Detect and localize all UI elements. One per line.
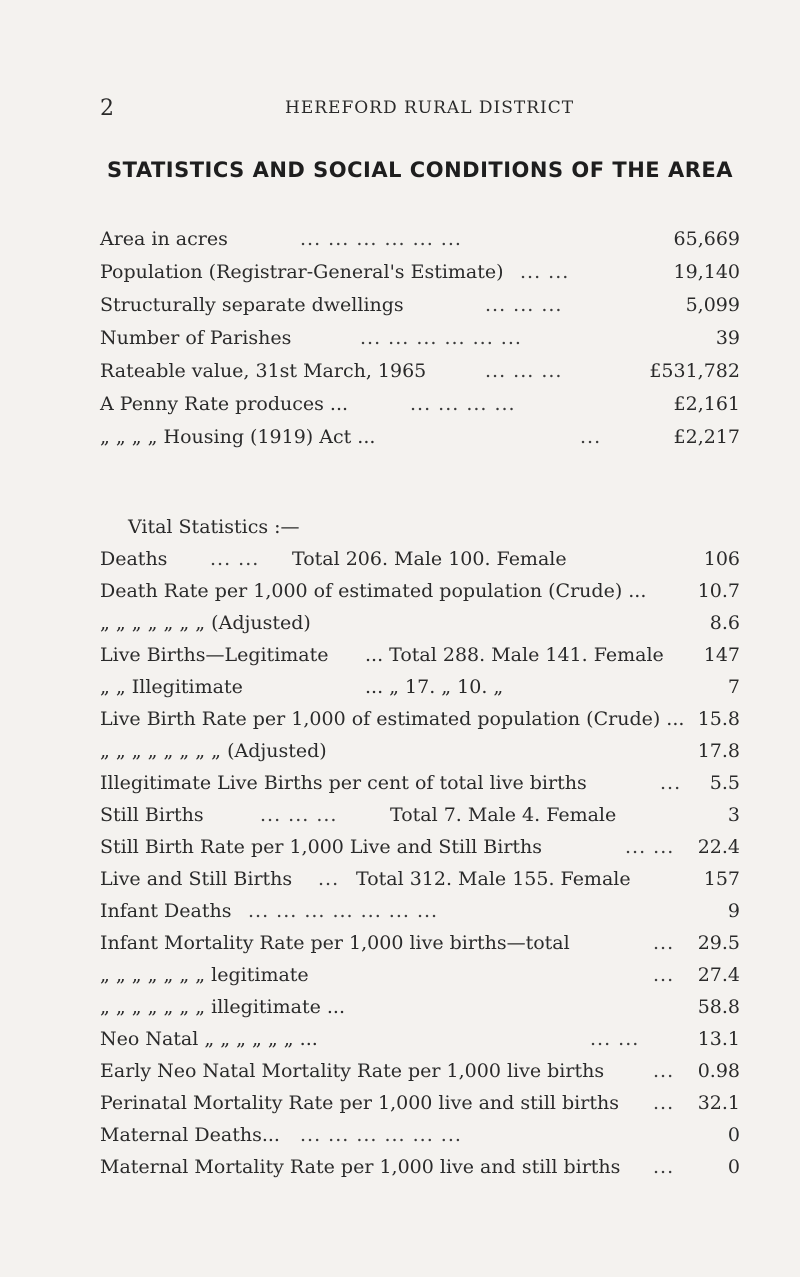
leader-dots: ... ... — [210, 548, 260, 570]
row-label: A Penny Rate produces ... — [100, 393, 349, 415]
page-header — [0, 96, 800, 126]
page-title: STATISTICS AND SOCIAL CONDITIONS OF THE AREA — [107, 158, 733, 182]
vital-row — [100, 1054, 740, 1088]
row-value: £2,217 — [673, 426, 740, 448]
leader-dots: ... — [653, 964, 675, 986]
area-row — [100, 387, 740, 421]
row-label: Neo Natal „ „ „ „ „ „ ... — [100, 1028, 318, 1050]
vital-row — [100, 958, 740, 992]
leader-dots: ... — [653, 1060, 675, 1082]
area-row — [100, 321, 740, 355]
vital-row — [100, 606, 740, 640]
row-label: Still Births — [100, 804, 204, 826]
row-value: 5,099 — [685, 294, 740, 316]
vital-row — [100, 894, 740, 928]
row-value: 157 — [703, 868, 740, 890]
page-number: 2 — [100, 96, 114, 121]
row-value: 29.5 — [697, 932, 740, 954]
row-label: Rateable value, 31st March, 1965 — [100, 360, 427, 382]
row-label: Still Birth Rate per 1,000 Live and Still Births — [100, 836, 543, 858]
row-label: Deaths — [100, 548, 168, 570]
vital-heading: Vital Statistics :— — [128, 516, 300, 538]
leader-dots: ... ... ... — [485, 294, 563, 316]
vital-row — [100, 830, 740, 864]
vital-row — [100, 734, 740, 768]
vital-row — [100, 926, 740, 960]
row-value: 17.8 — [697, 740, 740, 762]
vital-row — [100, 766, 740, 800]
row-label: „ „ Illegitimate — [100, 676, 243, 698]
row-label: „ „ „ „ „ „ „ „ (Adjusted) — [100, 740, 327, 762]
row-value: 0 — [727, 1156, 740, 1178]
row-value: 58.8 — [697, 996, 740, 1018]
leader-dots: ... — [653, 932, 675, 954]
vital-row — [100, 1086, 740, 1120]
vital-heading-row — [100, 510, 740, 544]
row-value: 5.5 — [709, 772, 740, 794]
row-breakdown: Total 206. Male 100. Female — [292, 548, 567, 570]
row-value: 7 — [727, 676, 740, 698]
row-label: Area in acres — [100, 228, 228, 250]
row-label: Illegitimate Live Births per cent of total live births — [100, 772, 587, 794]
row-value: 9 — [727, 900, 740, 922]
row-value: 22.4 — [697, 836, 740, 858]
row-value: 13.1 — [697, 1028, 740, 1050]
row-breakdown: ... Total 288. Male 141. Female — [365, 644, 664, 666]
row-value: 32.1 — [697, 1092, 740, 1114]
row-label: Death Rate per 1,000 of estimated population (Crude) ... — [100, 580, 647, 602]
row-breakdown: Total 312. Male 155. Female — [356, 868, 631, 890]
vital-row — [100, 1022, 740, 1056]
leader-dots: ... ... ... — [485, 360, 563, 382]
vital-row — [100, 670, 740, 704]
row-label: Infant Deaths — [100, 900, 232, 922]
vital-row — [100, 798, 740, 832]
leader-dots: ... — [653, 1092, 675, 1114]
leader-dots: ... — [653, 1156, 675, 1178]
vital-row — [100, 542, 740, 576]
row-value: 8.6 — [709, 612, 740, 634]
leader-dots: ... ... ... ... ... ... — [360, 327, 522, 349]
row-value: 106 — [703, 548, 740, 570]
row-value: 15.8 — [697, 708, 740, 730]
row-value: 39 — [715, 327, 740, 349]
row-label: Early Neo Natal Mortality Rate per 1,000 live births — [100, 1060, 605, 1082]
vital-row — [100, 1118, 740, 1152]
area-row — [100, 288, 740, 322]
row-value: 27.4 — [697, 964, 740, 986]
area-row — [100, 420, 740, 454]
row-value: 19,140 — [673, 261, 740, 283]
vital-row — [100, 990, 740, 1024]
row-label: „ „ „ „ „ „ „ illegitimate ... — [100, 996, 345, 1018]
row-breakdown: ... „ 17. „ 10. „ — [365, 676, 504, 698]
area-row — [100, 255, 740, 289]
row-label: Live and Still Births — [100, 868, 293, 890]
row-label: Live Births—Legitimate — [100, 644, 329, 666]
leader-dots: ... ... ... ... ... ... — [300, 1124, 462, 1146]
leader-dots: ... — [318, 868, 340, 890]
row-breakdown: Total 7. Male 4. Female — [390, 804, 617, 826]
row-label: „ „ „ „ Housing (1919) Act ... — [100, 426, 376, 448]
row-value: 65,669 — [673, 228, 740, 250]
vital-row — [100, 1150, 740, 1184]
row-label: Maternal Deaths... — [100, 1124, 280, 1146]
row-label: „ „ „ „ „ „ „ (Adjusted) — [100, 612, 311, 634]
row-value: £2,161 — [673, 393, 740, 415]
vital-row — [100, 574, 740, 608]
leader-dots: ... ... ... — [260, 804, 338, 826]
row-value: 10.7 — [697, 580, 740, 602]
row-value: 3 — [727, 804, 740, 826]
leader-dots: ... ... — [520, 261, 570, 283]
leader-dots: ... ... ... ... ... ... ... — [248, 900, 439, 922]
vital-row — [100, 638, 740, 672]
row-label: Population (Registrar-General's Estimate) — [100, 261, 504, 283]
row-label: Number of Parishes — [100, 327, 292, 349]
running-head: HEREFORD RURAL DISTRICT — [285, 98, 575, 118]
row-value: £531,782 — [649, 360, 740, 382]
leader-dots: ... ... — [625, 836, 675, 858]
row-label: Infant Mortality Rate per 1,000 live births—total — [100, 932, 570, 954]
row-label: Live Birth Rate per 1,000 of estimated population (Crude) ... — [100, 708, 685, 730]
area-row — [100, 222, 740, 256]
leader-dots: ... — [580, 426, 602, 448]
row-value: 147 — [703, 644, 740, 666]
row-label: Perinatal Mortality Rate per 1,000 live and still births — [100, 1092, 619, 1114]
area-row — [100, 354, 740, 388]
vital-row — [100, 702, 740, 736]
vital-row — [100, 862, 740, 896]
leader-dots: ... ... ... ... ... ... — [300, 228, 462, 250]
leader-dots: ... — [660, 772, 682, 794]
leader-dots: ... ... — [590, 1028, 640, 1050]
row-label: „ „ „ „ „ „ „ legitimate — [100, 964, 309, 986]
row-value: 0.98 — [697, 1060, 740, 1082]
row-label: Maternal Mortality Rate per 1,000 live and still births — [100, 1156, 621, 1178]
row-label: Structurally separate dwellings — [100, 294, 404, 316]
leader-dots: ... ... ... ... — [410, 393, 516, 415]
row-value: 0 — [727, 1124, 740, 1146]
